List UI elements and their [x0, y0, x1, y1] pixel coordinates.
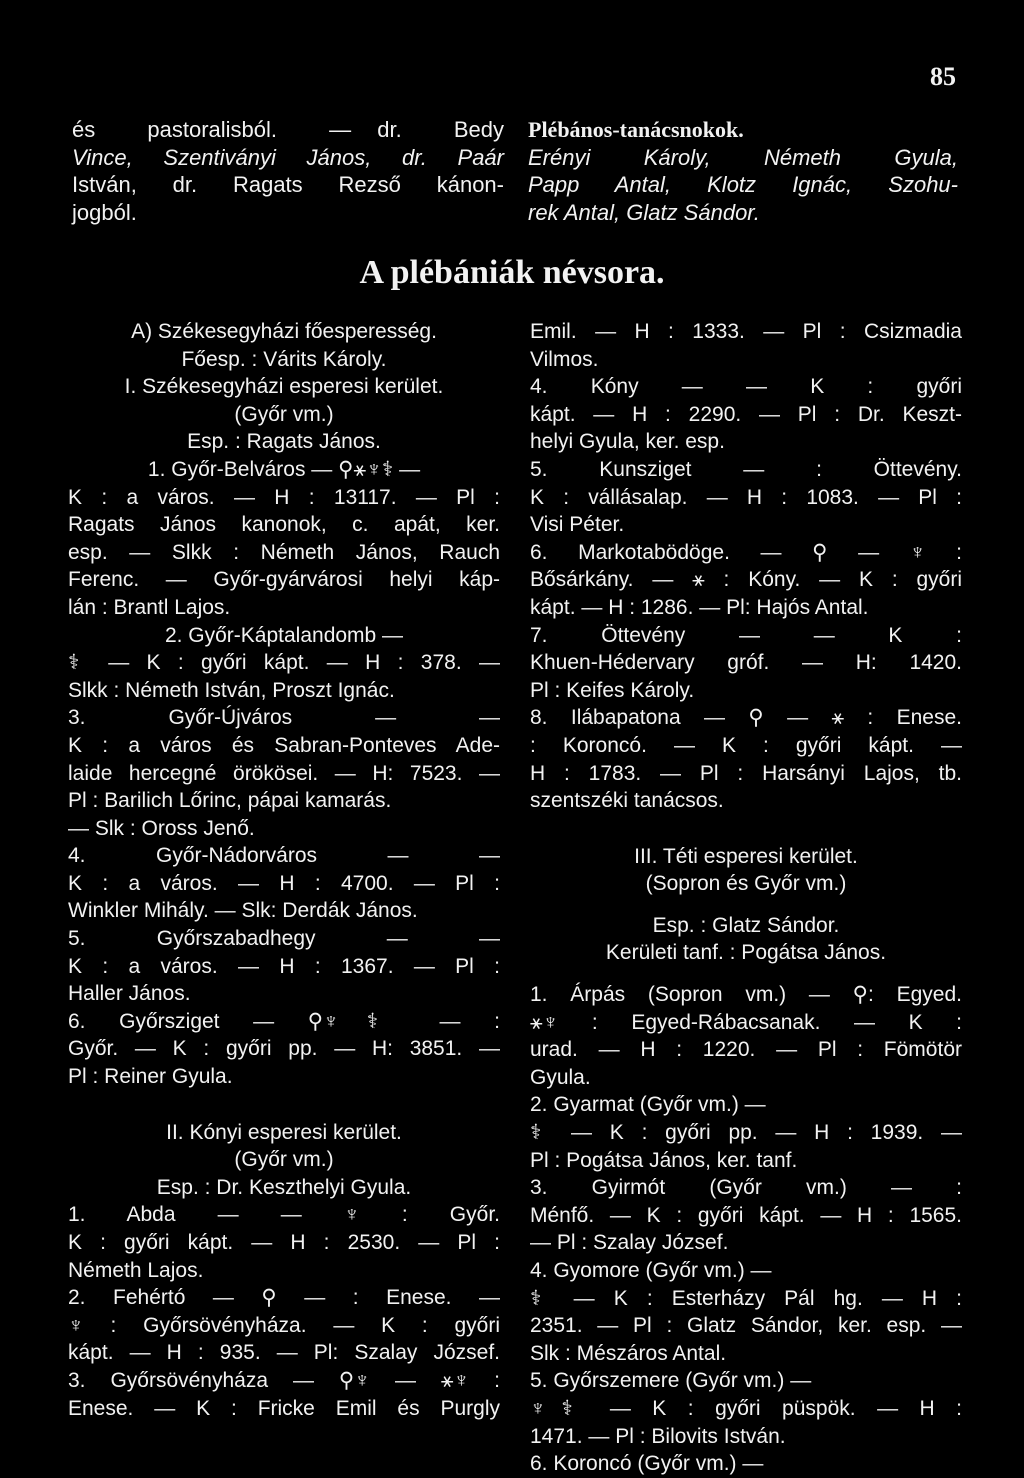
- text-line: 5. Győrszemere (Győr vm.) —: [530, 1369, 812, 1393]
- text-line: Vince, Szentiványi János, dr. Paár: [72, 144, 504, 170]
- spacer: [530, 815, 962, 843]
- text-line: Esp. : Dr. Keszthelyi Gyula.: [156, 1175, 412, 1199]
- text-line: 4. Gyomore (Győr vm.) —: [530, 1259, 772, 1282]
- text-line: urad. — H : 1220. — Pl : Fömötör: [530, 1038, 962, 1062]
- text-line: 2. Fehértó — ⚲ — : Enese. —: [68, 1286, 500, 1310]
- text-line: Pl : Keifes Károly.: [530, 678, 695, 702]
- text-line: K : a város. — H : 4700. — Pl :: [68, 871, 500, 895]
- text-line: szentszéki tanácsos.: [530, 789, 724, 813]
- text-line: Winkler Mihály. — Slk: Derdák János.: [68, 899, 418, 923]
- text-line: ⚕ — K : győri pp. — H : 1939. —: [530, 1121, 962, 1145]
- text-line: 6. Győrsziget — ⚲♆⚕ — :: [68, 1009, 500, 1033]
- text-line: Kerületi tanf. : Pogátsa János.: [605, 941, 887, 965]
- top-left-block: [72, 118, 504, 228]
- text-line: Főesp. : Várits Károly.: [181, 347, 387, 371]
- text-line: esp. — Slkk : Németh János, Rauch: [68, 540, 500, 564]
- left-column: [68, 318, 500, 1422]
- text-line: 4. Győr-Nádorváros — —: [68, 844, 500, 868]
- page-number: 85: [930, 62, 956, 91]
- text-line: III. Téti esperesi kerület.: [634, 844, 858, 868]
- text-line: 8. Ilábapatona — ⚲ — ⚹ : Enese.: [530, 706, 962, 730]
- text-line: kápt. — H : 1286. — Pl: Hajós Antal.: [530, 595, 869, 619]
- text-line: helyi Gyula, ker. esp.: [530, 430, 725, 454]
- text-line: Németh Lajos.: [68, 1258, 204, 1282]
- text-line: 1. Árpás (Sopron vm.) — ⚲: Egyed.: [530, 983, 962, 1007]
- text-line: Pl : Barilich Lőrinc, pápai kamarás.: [68, 789, 392, 813]
- spacer: [530, 967, 962, 981]
- text-line: 6. Koroncó (Győr vm.) —: [530, 1452, 764, 1476]
- text-line: 5. Győrszabadhegy — —: [68, 927, 500, 951]
- text-line: 5. Kunsziget — : Öttevény.: [530, 457, 962, 481]
- top-right-block: [528, 118, 958, 228]
- text-line: 7. Öttevény — — K :: [530, 623, 962, 647]
- text-line: 1. Győr-Belváros — ⚲⚹♆⚕ —: [147, 457, 421, 481]
- text-line: kápt. — H : 935. — Pl: Szalay József.: [68, 1341, 500, 1365]
- text-line: rek Antal, Glatz Sándor.: [528, 199, 760, 225]
- text-line: Gyula.: [530, 1065, 591, 1089]
- text-line: Győr. — K : győri pp. — H: 3851. —: [68, 1037, 500, 1061]
- text-line: Slkk : Németh István, Proszt Ignác.: [68, 678, 395, 702]
- text-line: — Pl : Szalay József.: [530, 1231, 729, 1255]
- text-line: 3. Győrsövényháza — ⚲♆ — ⚹♆ :: [68, 1368, 500, 1392]
- spacer: [530, 898, 962, 912]
- text-line: és pastoralisból. — dr. Bedy: [72, 117, 504, 142]
- text-line: I. Székesegyházi esperesi kerület.: [124, 375, 444, 399]
- text-line: Vilmos.: [530, 347, 599, 371]
- text-line: ♆ : Győrsövényháza. — K : győri: [68, 1313, 500, 1337]
- section-heading: Plébános-tanácsnokok.: [528, 117, 744, 142]
- text-line: — Slk : Oross Jenő.: [68, 816, 255, 840]
- text-line: 4. Kóny — — K : győri: [530, 375, 962, 399]
- text-line: 1471. — Pl : Bilovits István.: [530, 1424, 786, 1448]
- text-line: Ferenc. — Győr-gyárvárosi helyi káp-: [68, 568, 500, 592]
- text-line: (Győr vm.): [234, 1148, 334, 1172]
- text-line: ⚹♆ : Egyed-Rábacsanak. — K :: [530, 1010, 962, 1034]
- spacer: [68, 1091, 500, 1119]
- text-line: K : a város. — H : 1367. — Pl :: [68, 954, 500, 978]
- text-line: K : vállásalap. — H : 1083. — Pl :: [530, 485, 962, 509]
- text-line: kápt. — H : 2290. — Pl : Dr. Keszt-: [530, 402, 962, 426]
- text-line: Khuen-Hédervary gróf. — H: 1420.: [530, 651, 962, 675]
- text-line: H : 1783. — Pl : Harsányi Lajos, tb.: [530, 761, 962, 785]
- text-line: Emil. — H : 1333. — Pl : Csizmadia: [530, 320, 962, 343]
- text-line: II. Kónyi esperesi kerület.: [166, 1120, 402, 1144]
- text-line: ♆⚕ — K : győri püspök. — H :: [530, 1396, 962, 1420]
- text-line: 3. Gyirmót (Győr vm.) — :: [530, 1176, 962, 1200]
- text-line: Esp. : Ragats János.: [187, 430, 381, 454]
- text-line: jogból.: [72, 199, 137, 225]
- text-line: 6. Markotabödöge. — ⚲ — ♆ :: [530, 540, 962, 564]
- text-line: K : a város és Sabran-Ponteves Ade-: [68, 733, 500, 757]
- text-line: 1. Abda — — ♆ : Győr.: [68, 1203, 500, 1227]
- text-line: István, dr. Ragats Rezső kánon-: [72, 172, 504, 198]
- text-line: Ragats János kanonok, c. apát, ker.: [68, 513, 500, 537]
- text-line: laide hercegné örökösei. — H: 7523. —: [68, 761, 500, 785]
- text-line: Ménfő. — K : győri kápt. — H : 1565.: [530, 1203, 962, 1227]
- text-line: lán : Brantl Lajos.: [68, 595, 231, 619]
- text-line: Erényi Károly, Németh Gyula,: [528, 144, 958, 170]
- text-line: ⚕ — K : győri kápt. — H : 378. —: [68, 651, 500, 675]
- text-line: 2. Győr-Káptalandomb —: [164, 623, 404, 647]
- main-title: A plébániák névsora.: [359, 254, 665, 291]
- text-line: Pl : Reiner Gyula.: [68, 1065, 233, 1089]
- text-line: Bősárkány. — ⚹ : Kóny. — K : győri: [530, 568, 962, 592]
- text-line: : Koroncó. — K : győri kápt. —: [530, 733, 962, 757]
- text-line: (Sopron és Győr vm.): [645, 872, 847, 896]
- text-line: Papp Antal, Klotz Ignác, Szohu-: [528, 172, 958, 198]
- text-line: A) Székesegyházi főesperesség.: [131, 320, 437, 343]
- text-line: 3. Győr-Újváros — —: [68, 706, 500, 730]
- text-line: ⚕ — K : Esterházy Pál hg. — H :: [530, 1286, 962, 1310]
- right-column: [530, 318, 962, 1478]
- text-line: Pl : Pogátsa János, ker. tanf.: [530, 1148, 798, 1172]
- text-line: Esp. : Glatz Sándor.: [652, 913, 840, 937]
- text-line: Enese. — K : Fricke Emil és Purgly: [68, 1396, 500, 1420]
- text-line: Visi Péter.: [530, 513, 625, 537]
- text-line: (Győr vm.): [234, 402, 334, 426]
- text-line: Haller János.: [68, 982, 191, 1006]
- text-line: 2. Gyarmat (Győr vm.) —: [530, 1093, 766, 1117]
- text-line: K : a város. — H : 13117. — Pl :: [68, 485, 500, 509]
- text-line: 2351. — Pl : Glatz Sándor, ker. esp. —: [530, 1314, 962, 1338]
- text-line: K : győri kápt. — H : 2530. — Pl :: [68, 1231, 500, 1254]
- text-line: Slk : Mészáros Antal.: [530, 1341, 727, 1365]
